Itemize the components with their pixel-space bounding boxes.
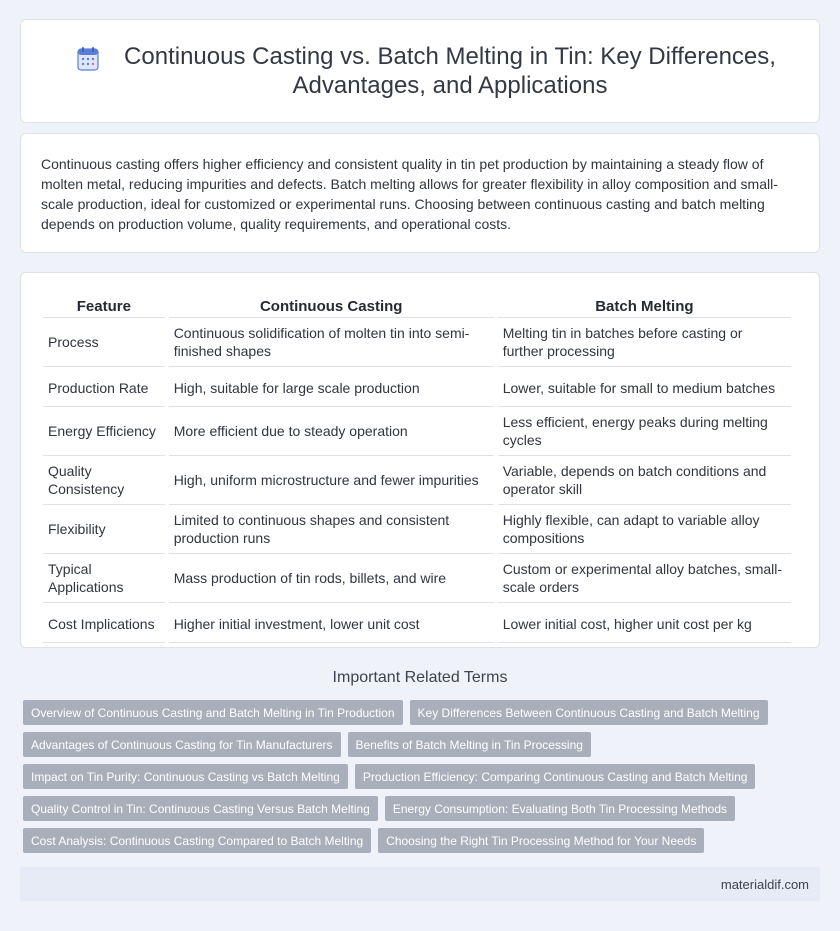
related-term-link[interactable]: Cost Analysis: Continuous Casting Compared to Batch Melting	[23, 828, 371, 853]
comparison-table-card	[20, 272, 820, 648]
batch-melting-cell: Melting tin in batches before casting or further processing	[498, 318, 791, 367]
column-header-batch-melting: Batch Melting	[498, 293, 791, 318]
column-header-continuous-casting: Continuous Casting	[169, 293, 494, 318]
batch-melting-cell: Variable, depends on batch conditions and operator skill	[498, 456, 791, 505]
related-term-link[interactable]: Key Differences Between Continuous Casting and Batch Melting	[410, 700, 768, 725]
comparison-table	[39, 293, 795, 643]
footer	[20, 867, 820, 901]
continuous-casting-cell: Limited to continuous shapes and consistent production runs	[169, 505, 494, 554]
header-card	[20, 19, 820, 123]
page-title: Continuous Casting vs. Batch Melting in Tin: Key Differences, Advantages, and Applications	[124, 43, 776, 99]
feature-cell: Flexibility	[43, 505, 165, 554]
feature-cell: Cost Implications	[43, 603, 165, 643]
table-header-row	[43, 293, 791, 318]
related-term-link[interactable]: Advantages of Continuous Casting for Tin Manufacturers	[23, 732, 341, 757]
table-row	[43, 554, 791, 603]
table-row	[43, 505, 791, 554]
intro-paragraph: Continuous casting offers higher efficiency and consistent quality in tin pet production by maintaining a steady flow of molten metal, reducing impurities and defects. Batch melting allows for greater flexibility in alloy composition and small-scale production, ideal for customized or experimental runs. Choosing between continuous casting and batch melting depends on production volume, quality requirements, and operational costs.	[41, 156, 778, 232]
footer-site-link[interactable]: materialdif.com	[720, 877, 809, 892]
column-header-feature: Feature	[43, 293, 165, 318]
table-row	[43, 318, 791, 367]
batch-melting-cell: Lower initial cost, higher unit cost per kg	[498, 603, 791, 643]
table-row	[43, 456, 791, 505]
continuous-casting-cell: High, uniform microstructure and fewer impurities	[169, 456, 494, 505]
related-term-link[interactable]: Impact on Tin Purity: Continuous Casting vs Batch Melting	[23, 764, 348, 789]
feature-cell: Production Rate	[43, 367, 165, 407]
related-terms-tags	[23, 700, 803, 860]
related-term-link[interactable]: Benefits of Batch Melting in Tin Processing	[348, 732, 591, 757]
continuous-casting-cell: High, suitable for large scale production	[169, 367, 494, 407]
related-term-link[interactable]: Overview of Continuous Casting and Batch Melting in Tin Production	[23, 700, 403, 725]
continuous-casting-cell: More efficient due to steady operation	[169, 407, 494, 456]
batch-melting-cell: Highly flexible, can adapt to variable alloy compositions	[498, 505, 791, 554]
batch-melting-cell: Less efficient, energy peaks during melting cycles	[498, 407, 791, 456]
related-terms-title: Important Related Terms	[332, 669, 508, 686]
batch-melting-cell: Custom or experimental alloy batches, small-scale orders	[498, 554, 791, 603]
table-row	[43, 367, 791, 407]
batch-melting-cell: Lower, suitable for small to medium batches	[498, 367, 791, 407]
related-term-link[interactable]: Production Efficiency: Comparing Continuous Casting and Batch Melting	[355, 764, 756, 789]
related-term-link[interactable]: Choosing the Right Tin Processing Method for Your Needs	[378, 828, 704, 853]
table-row	[43, 603, 791, 643]
related-term-link[interactable]: Energy Consumption: Evaluating Both Tin Processing Methods	[385, 796, 735, 821]
intro-card	[20, 133, 820, 253]
feature-cell: Quality Consistency	[43, 456, 165, 505]
continuous-casting-cell: Continuous solidification of molten tin into semi-finished shapes	[169, 318, 494, 367]
related-term-link[interactable]: Quality Control in Tin: Continuous Casting Versus Batch Melting	[23, 796, 378, 821]
continuous-casting-cell: Mass production of tin rods, billets, and wire	[169, 554, 494, 603]
feature-cell: Typical Applications	[43, 554, 165, 603]
feature-cell: Energy Efficiency	[43, 407, 165, 456]
feature-cell: Process	[43, 318, 165, 367]
continuous-casting-cell: Higher initial investment, lower unit cost	[169, 603, 494, 643]
table-row	[43, 407, 791, 456]
